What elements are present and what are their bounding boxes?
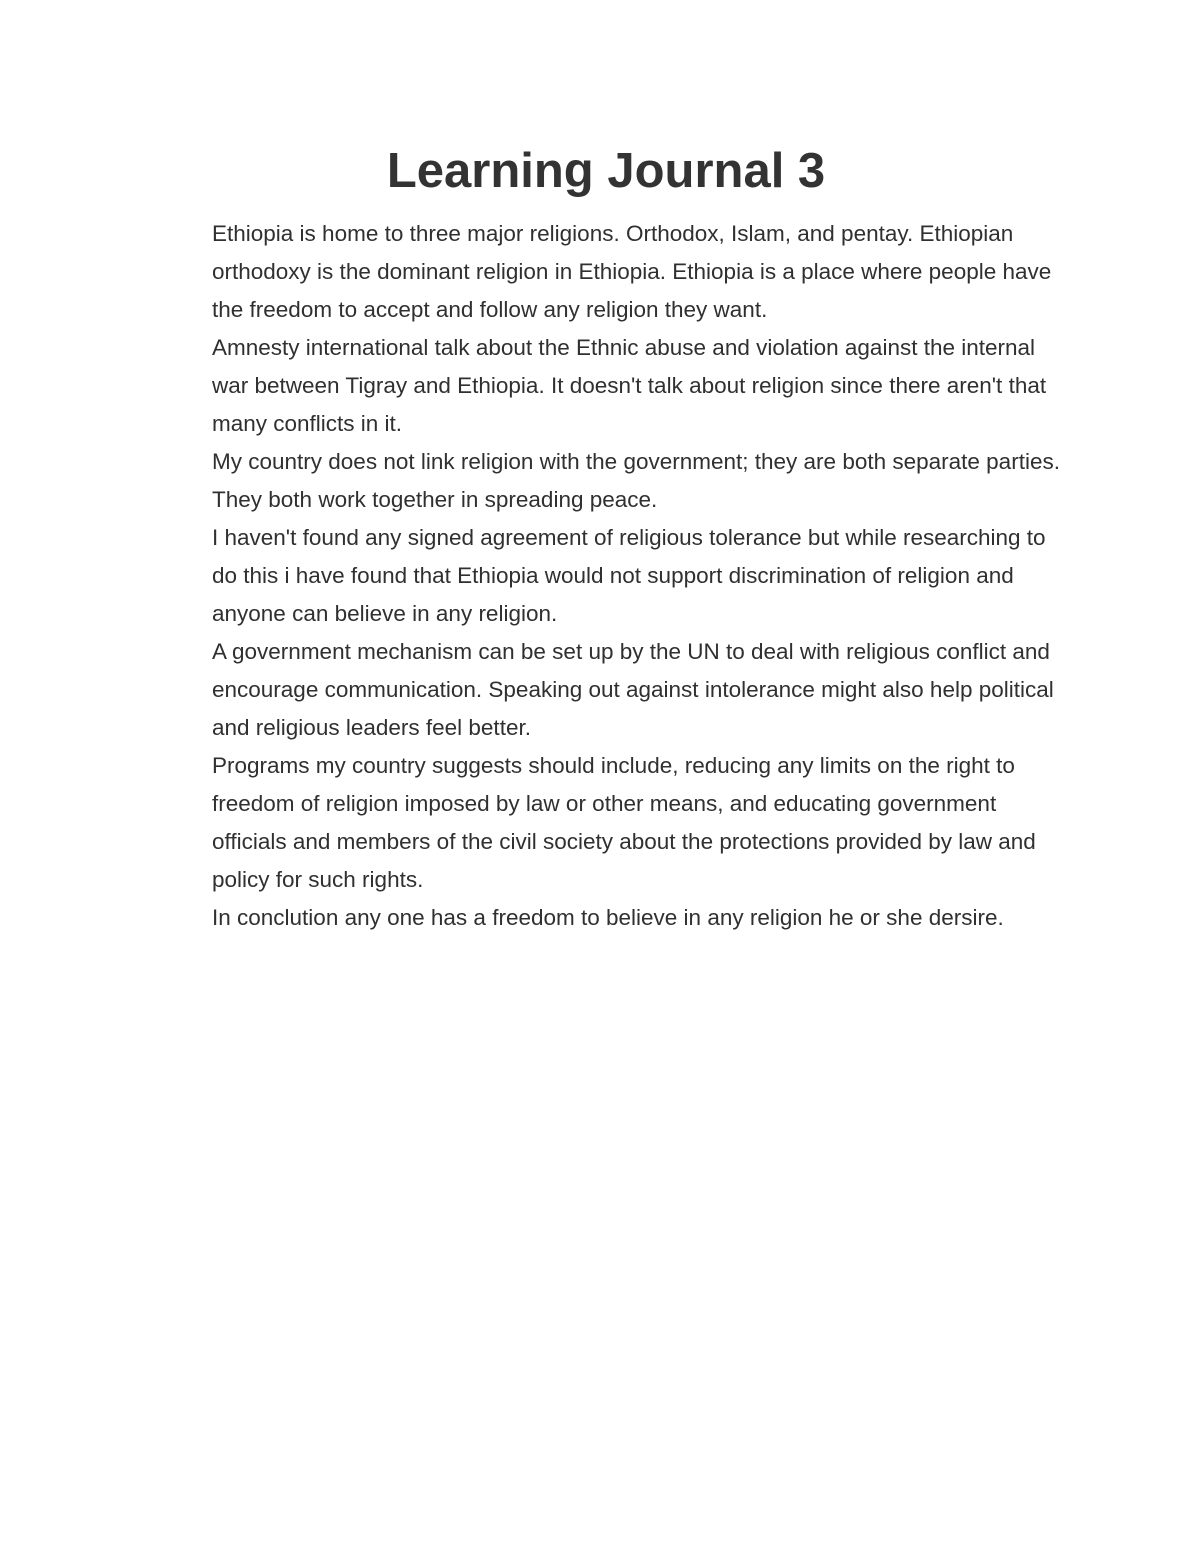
journal-body [212, 215, 1072, 937]
paragraph-conclusion: In conclution any one has a freedom to believe in any religion he or she dersire. [212, 905, 1004, 930]
page-title: Learning Journal 3 [386, 144, 826, 198]
paragraph-programs: Programs my country suggests should include, reducing any limits on the right to freedom of religion imposed by law or other means, and educating government officials and members of the civil society about the protections provided by law and policy for such rights. [212, 753, 1036, 892]
paragraph-mechanism: A government mechanism can be set up by the UN to deal with religious conflict and encourage communication. Speaking out against intolerance might also help political and religious leaders feel better. [212, 639, 1054, 740]
paragraph-government: My country does not link religion with the government; they are both separate parties. They both work together in spreading peace. [212, 449, 1060, 512]
paragraph-religions: Ethiopia is home to three major religions. Orthodox, Islam, and pentay. Ethiopian orthodoxy is the dominant religion in Ethiopia. Ethiopia is a place where people have the freedom to accept and follow any religion they want. [212, 221, 1052, 322]
paragraph-amnesty: Amnesty international talk about the Ethnic abuse and violation against the internal war between Tigray and Ethiopia. It doesn't talk about religion since there aren't that many conflicts in it. [212, 335, 1047, 436]
paragraph-agreement: I haven't found any signed agreement of religious tolerance but while researching to do this i have found that Ethiopia would not support discrimination of religion and anyone can believe in any religion. [212, 525, 1046, 626]
